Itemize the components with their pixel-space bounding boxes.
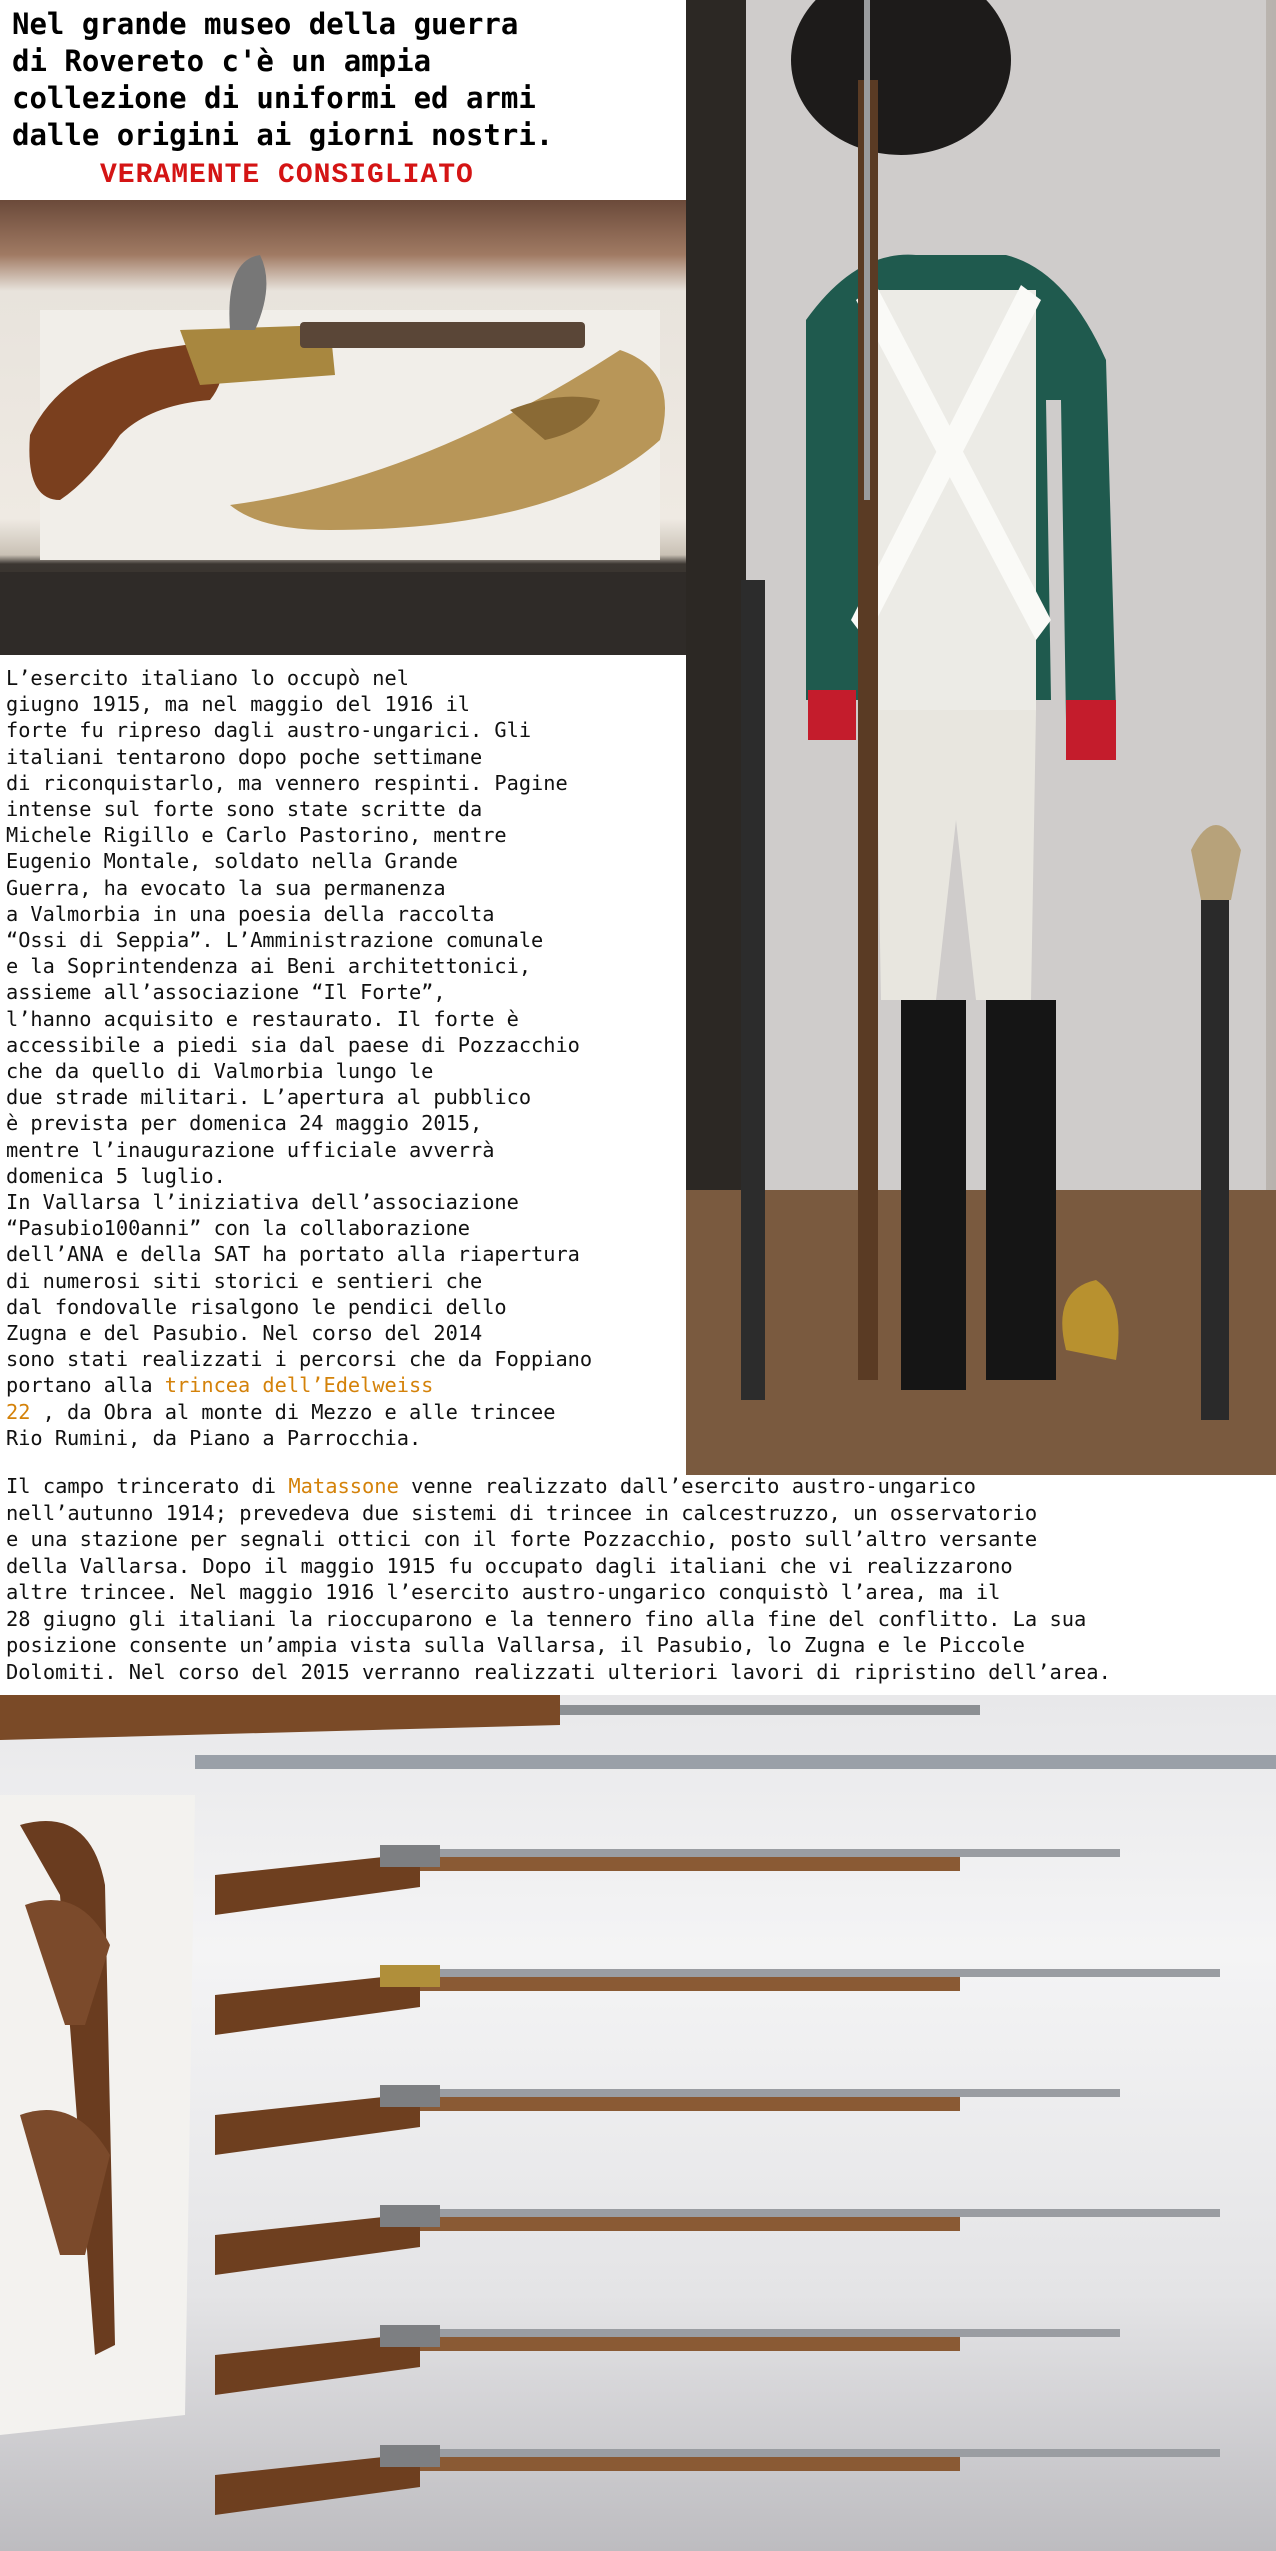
rifle-lock <box>380 2205 440 2227</box>
boot-right <box>986 1000 1056 1380</box>
rifle-barrel <box>400 2329 1120 2337</box>
rifle-forestock <box>420 2455 960 2471</box>
page-title: Nel grande museo della guerra di Rovereto c'è un ampia collezione di uniformi ed armi dalle origini ai giorni nostri. <box>12 7 554 152</box>
caption-board <box>0 572 686 655</box>
rifle-barrel <box>400 2449 1220 2457</box>
body-text <box>6 665 684 1451</box>
rifle-lock <box>380 1965 440 1987</box>
pistol-barrel <box>300 322 585 348</box>
bayonet <box>864 0 870 500</box>
rifles-photo <box>0 1695 1276 2551</box>
header <box>0 0 686 200</box>
rifle-forestock <box>420 2095 960 2111</box>
rifle-barrel <box>400 2089 1120 2097</box>
paragraph2-before: Il campo trincerato di <box>6 1474 289 1498</box>
rifle-lock <box>380 2445 440 2467</box>
paragraph-matassone <box>6 1473 1274 1685</box>
red-cuff-left <box>808 690 856 740</box>
top-rifle-barrel <box>560 1705 980 1715</box>
display-floor <box>686 1190 1276 1475</box>
uniform-illustration <box>686 0 1276 1475</box>
rifle-barrel <box>400 2209 1220 2217</box>
link-trincea-edelweiss[interactable]: trincea dell’Edelweiss 22 <box>6 1373 434 1424</box>
sabre-scabbard <box>1201 900 1229 1420</box>
rifle <box>215 1845 1120 1915</box>
rifle-forestock <box>420 2215 960 2231</box>
rifle-lock <box>380 1845 440 1867</box>
rifle-forestock <box>420 1855 960 1871</box>
boot-left <box>901 1000 966 1390</box>
top-rifle-stock <box>0 1695 560 1740</box>
sword-scabbard <box>741 580 765 1400</box>
pistol-photo <box>0 200 686 655</box>
body-text-part2: , da Obra al monte di Mezzo e alle trincee Rio Rumini, da Piano a Parrocchia. <box>6 1399 556 1450</box>
rifle <box>215 1965 1220 2035</box>
rifle <box>215 2325 1120 2395</box>
rifles-illustration <box>0 1695 1276 2551</box>
body-text-part1: L’esercito italiano lo occupò nel giugno 1915, ma nel maggio del 1916 il forte fu ripreso dagli austro-ungarici. Gli italiani tentarono dopo poche settimane di riconquistarlo, ma vennero respinti. Pagine intense sul forte sono state scritte da Michele Rigillo e Carlo Pastorino, mentre Eugenio Montale, soldato nella Grande Guerra, ha evocato la sua permanenza a Valmorbia in una poesia della raccolta “Ossi di Seppia”. L’Amministrazione comunale e la Soprintendenza ai Beni architettonici, assieme all’associazione “Il Forte”, l’hanno acquisito e restaurato. Il forte è accessibile a piedi sia dal paese di Pozzacchio che da quello di Valmorbia lungo le due strade militari. L’apertura al pubblico è prevista per domenica 24 maggio 2015, mentre l’inaugurazione ufficiale avverrà domenica 5 luglio. In Vallarsa l’iniziativa dell’associazione “Pasubio100anni” con la collaborazione dell’ANA e della SAT ha portato alla riapertura di numerosi siti storici e sentieri che dal fondovalle risalgono le pendici dello Zugna e del Pasubio. Nel corso del 2014 sono stati realizzati i percorsi che da Foppiano portano alla <box>6 666 593 1398</box>
rifle <box>215 2445 1220 2515</box>
recommend-label: VERAMENTE CONSIGLIATO <box>100 160 474 191</box>
pistol-illustration <box>0 200 686 655</box>
rifle <box>215 2205 1220 2275</box>
rifle-lock <box>380 2085 440 2107</box>
uniform-photo <box>686 0 1276 1475</box>
paragraph2-after: venne realizzato dall’esercito austro-ungarico nell’autunno 1914; prevedeva due sistemi di trincee in calcestruzzo, un osservatorio e una stazione per segnali ottici con il forte Pozzacchio, posto sull’altro versante della Vallarsa. Dopo il maggio 1915 fu occupato dagli italiani che vi realizzarono altre trincee. Nel maggio 1916 l’esercito austro-ungarico conquistò l’area, ma il 28 giugno gli italiani la rioccuparono e la tennero fino alla fine del conflitto. La sua posizione consente un’ampia vista sulla Vallarsa, il Pasubio, lo Zugna e le Piccole Dolomiti. Nel corso del 2015 verranno realizzati ulteriori lavori di ripristino dell’area. <box>6 1474 1111 1684</box>
link-matassone[interactable]: Matassone <box>288 1474 399 1498</box>
red-cuff-right <box>1066 700 1116 760</box>
shelf-line <box>195 1755 1276 1769</box>
rifle-barrel <box>400 1849 1120 1857</box>
rifle <box>215 2085 1120 2155</box>
rifle-barrel <box>400 1969 1220 1977</box>
rifle-forestock <box>420 2335 960 2351</box>
rifle-forestock <box>420 1975 960 1991</box>
rifle-lock <box>380 2325 440 2347</box>
